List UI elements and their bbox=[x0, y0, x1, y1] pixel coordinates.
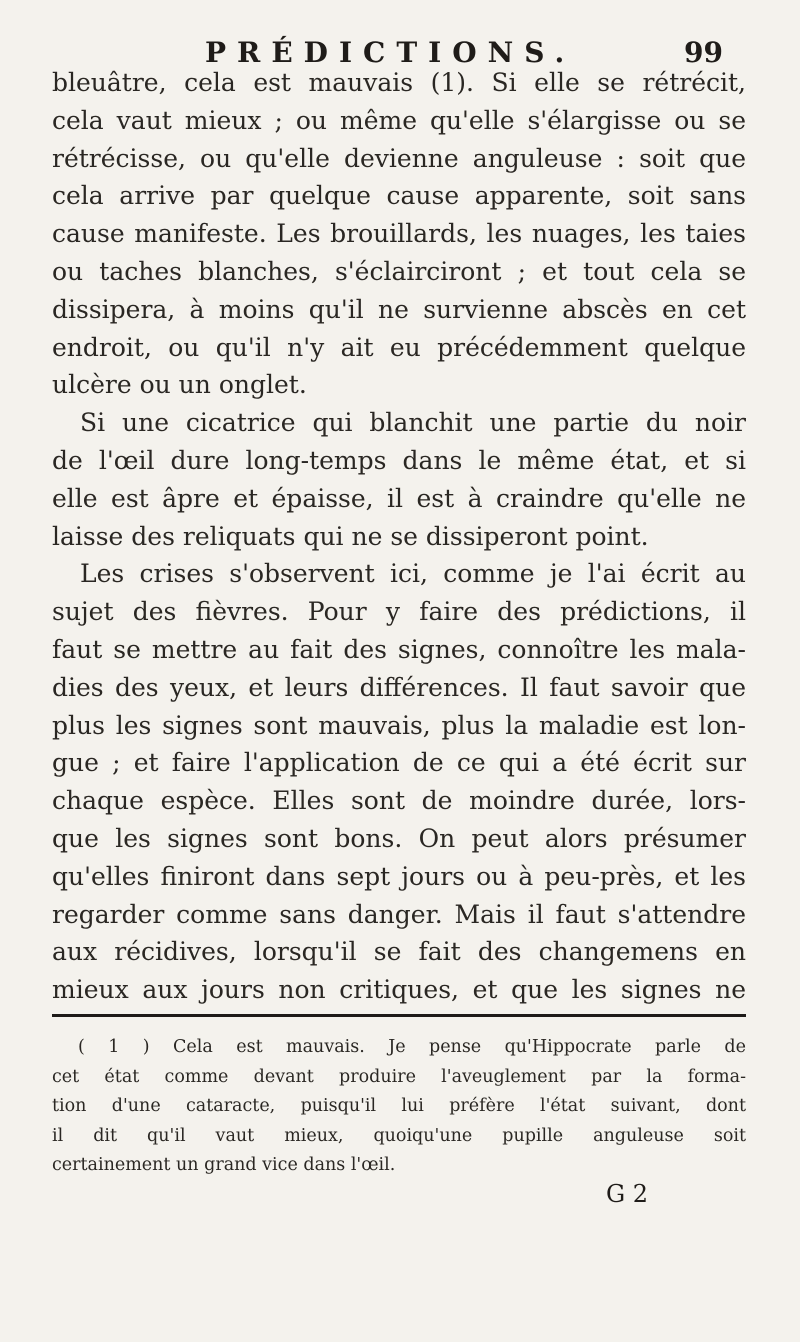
signature-mark: G 2 bbox=[606, 1180, 649, 1208]
page-number: 99 bbox=[684, 36, 723, 69]
body-line: de l'œil dure long-temps dans le même état, et si bbox=[52, 445, 746, 475]
body-line: dies des yeux, et leurs différences. Il faut savoir que bbox=[52, 672, 746, 702]
footnote-line: cet état comme devant produire l'aveuglement par la forma- bbox=[52, 1066, 746, 1087]
body-line: que les signes sont bons. On peut alors présumer bbox=[52, 823, 746, 853]
body-line: qu'elles finiront dans sept jours ou à peu-près, et les bbox=[52, 861, 746, 891]
body-line: laisse des reliquats qui ne se dissiperont point. bbox=[52, 521, 649, 551]
body-line: chaque espèce. Elles sont de moindre durée, lors- bbox=[52, 786, 746, 816]
body-line: Si une cicatrice qui blanchit une partie du noir bbox=[80, 408, 746, 438]
body-line: faut se mettre au fait des signes, connoître les mala- bbox=[52, 634, 746, 664]
body-line: sujet des fièvres. Pour y faire des prédictions, il bbox=[52, 597, 746, 627]
body-line: gue ; et faire l'application de ce qui a été écrit sur bbox=[52, 748, 746, 778]
footnote-divider bbox=[52, 1014, 746, 1017]
body-line: cause manifeste. Les brouillards, les nuages, les taies bbox=[52, 219, 746, 249]
body-line: cela vaut mieux ; ou même qu'elle s'élargisse ou se bbox=[52, 105, 746, 135]
body-line: Les crises s'observent ici, comme je l'ai écrit au bbox=[80, 559, 746, 589]
footnote-line: ( 1 ) Cela est mauvais. Je pense qu'Hippocrate parle de bbox=[78, 1037, 746, 1057]
body-line: ulcère ou un onglet. bbox=[52, 370, 307, 400]
body-line: cela arrive par quelque cause apparente, soit sans bbox=[52, 181, 746, 211]
footnote bbox=[52, 1033, 746, 1181]
footnote-line: il dit qu'il vaut mieux, quoiqu'une pupille anguleuse soit bbox=[52, 1125, 746, 1146]
body-line: dissipera, à moins qu'il ne survienne abscès en cet bbox=[52, 294, 746, 324]
body-text bbox=[52, 64, 746, 1009]
body-line: endroit, ou qu'il n'y ait eu précédemment quelque bbox=[52, 332, 746, 362]
body-line: bleuâtre, cela est mauvais (1). Si elle se rétrécit, bbox=[52, 68, 746, 97]
body-line: rétrécisse, ou qu'elle devienne anguleuse : soit que bbox=[52, 143, 746, 173]
body-line: plus les signes sont mauvais, plus la maladie est lon- bbox=[52, 710, 746, 740]
footnote-line: tion d'une cataracte, puisqu'il lui préfère l'état suivant, dont bbox=[52, 1096, 746, 1116]
body-line: aux récidives, lorsqu'il se fait des changemens en bbox=[52, 937, 746, 967]
body-line: mieux aux jours non critiques, et que les signes ne bbox=[52, 975, 746, 1005]
footnote-line: certainement un grand vice dans l'œil. bbox=[52, 1155, 396, 1175]
body-line: ou taches blanches, s'éclairciront ; et tout cela se bbox=[52, 256, 746, 286]
body-line: regarder comme sans danger. Mais il faut s'attendre bbox=[52, 899, 746, 929]
body-line: elle est âpre et épaisse, il est à craindre qu'elle ne bbox=[52, 483, 746, 513]
running-title: PRÉDICTIONS. bbox=[205, 36, 576, 69]
